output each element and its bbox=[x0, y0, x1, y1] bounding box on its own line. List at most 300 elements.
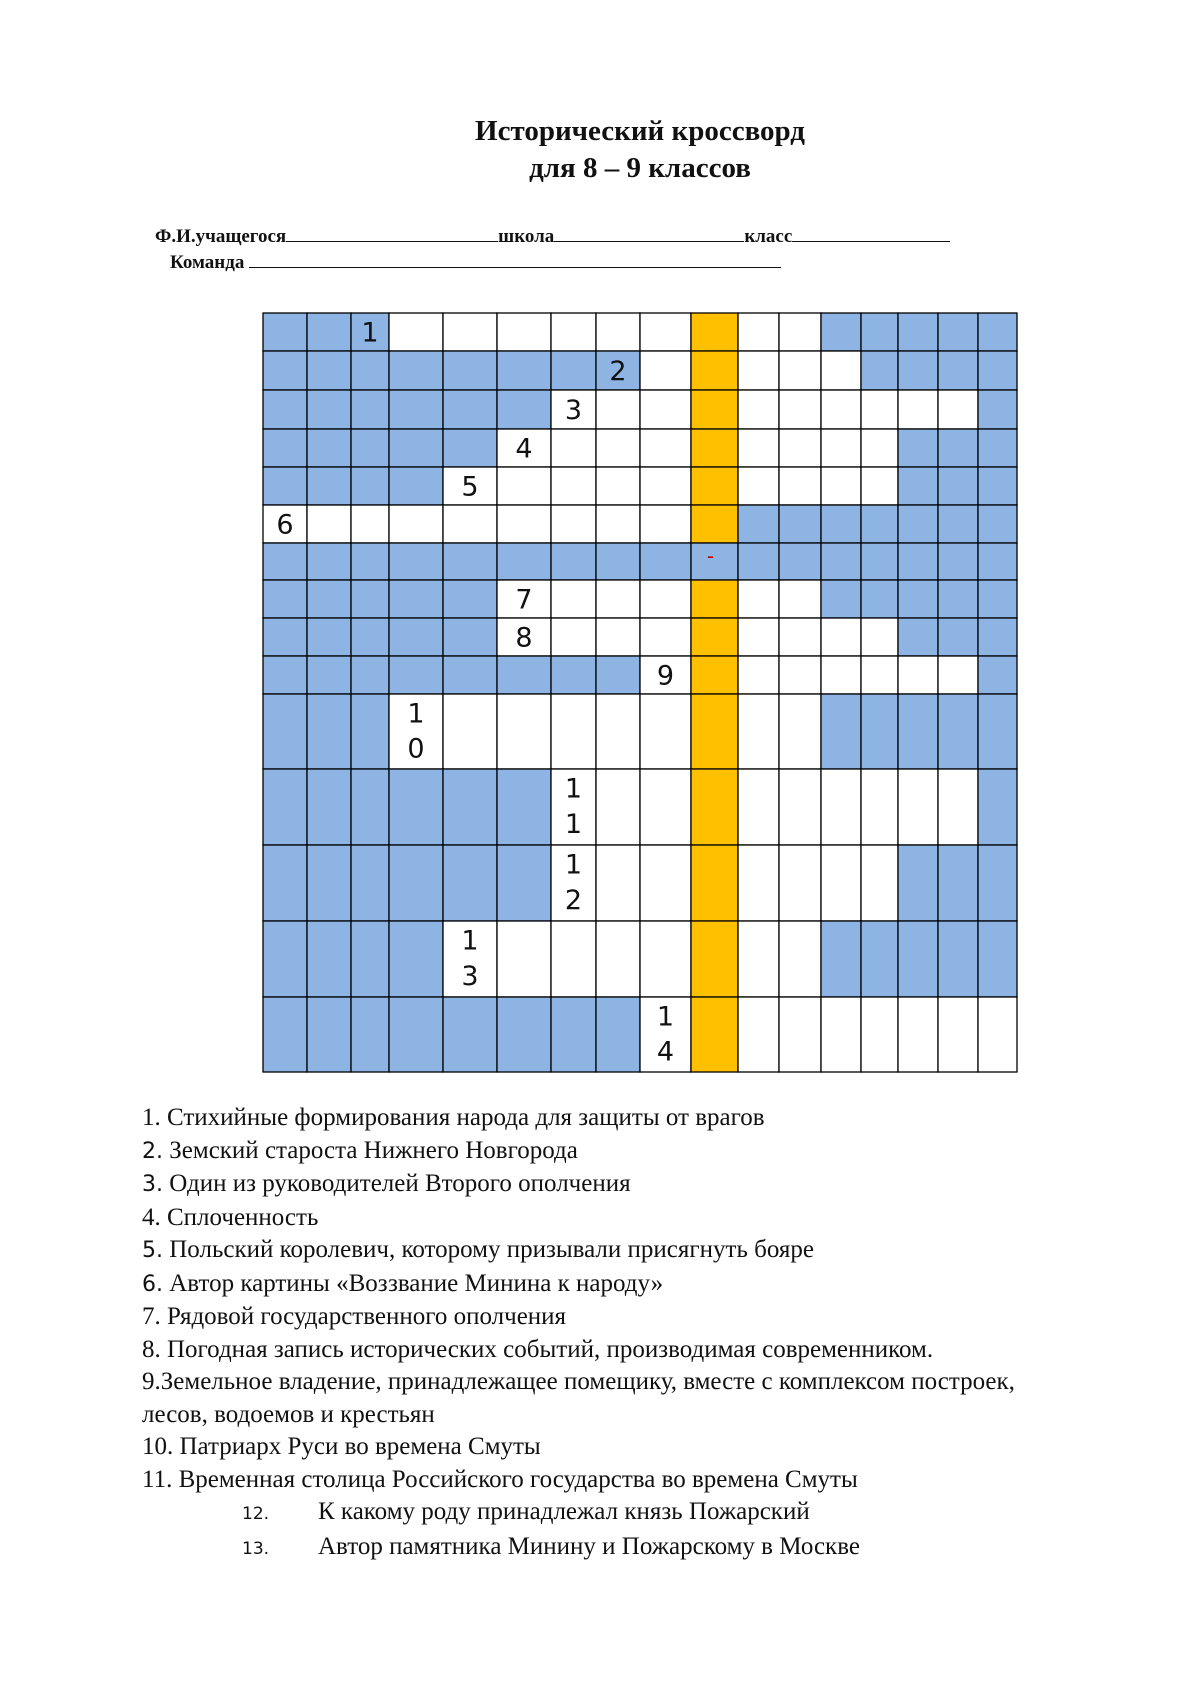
clue-number-label: 6 bbox=[276, 509, 294, 541]
blocked-cell bbox=[263, 390, 307, 429]
answer-cell[interactable] bbox=[738, 580, 779, 618]
clue-text: Автор картины «Воззвание Минина к народу» bbox=[169, 1269, 664, 1297]
blocked-cell bbox=[978, 921, 1017, 997]
blocked-cell bbox=[351, 618, 389, 656]
clue-item bbox=[142, 1202, 1072, 1235]
school-label: школа bbox=[498, 226, 555, 247]
clue-text: Стихийные формирования народа для защиты от врагов bbox=[167, 1104, 765, 1131]
clue-item bbox=[142, 1496, 1072, 1531]
blocked-cell bbox=[389, 351, 443, 390]
blocked-cell bbox=[307, 921, 351, 997]
blocked-cell bbox=[307, 997, 351, 1072]
answer-cell[interactable] bbox=[861, 769, 898, 845]
answer-cell[interactable] bbox=[978, 997, 1017, 1072]
blocked-cell bbox=[351, 429, 389, 467]
answer-cell[interactable] bbox=[898, 390, 938, 429]
clue-item bbox=[142, 1431, 1072, 1464]
blocked-cell bbox=[351, 467, 389, 505]
blocked-cell bbox=[821, 505, 861, 543]
clue-number: 11. bbox=[142, 1465, 173, 1493]
answer-cell[interactable] bbox=[861, 618, 898, 656]
answer-cell[interactable] bbox=[551, 313, 596, 351]
clue-text: Польский королевич, которому призывали присягнуть бояре bbox=[169, 1236, 814, 1263]
blocked-cell bbox=[443, 845, 497, 921]
blocked-cell bbox=[351, 921, 389, 997]
answer-cell[interactable] bbox=[640, 921, 691, 997]
answer-cell[interactable] bbox=[779, 769, 821, 845]
blocked-cell bbox=[497, 390, 551, 429]
blocked-cell bbox=[861, 580, 898, 618]
answer-cell[interactable] bbox=[640, 694, 691, 769]
blocked-cell bbox=[938, 694, 978, 769]
blocked-cell bbox=[497, 351, 551, 390]
blocked-cell bbox=[497, 543, 551, 580]
blocked-cell bbox=[497, 997, 551, 1072]
blocked-cell bbox=[551, 543, 596, 580]
answer-cell[interactable] bbox=[596, 390, 640, 429]
answer-cell[interactable] bbox=[821, 845, 861, 921]
blocked-cell bbox=[263, 543, 307, 580]
answer-cell[interactable] bbox=[738, 997, 779, 1072]
class-label: класс bbox=[744, 226, 793, 247]
clue-number: 3. bbox=[142, 1172, 163, 1197]
clue-list bbox=[142, 1102, 1072, 1565]
blocked-cell bbox=[443, 429, 497, 467]
clue-text: Сплоченность bbox=[167, 1203, 319, 1231]
answer-cell[interactable] bbox=[861, 429, 898, 467]
blocked-cell bbox=[821, 921, 861, 997]
answer-cell[interactable] bbox=[779, 997, 821, 1072]
clue-number: 6. bbox=[142, 1271, 163, 1297]
clue-item bbox=[142, 1234, 1072, 1268]
answer-cell[interactable] bbox=[738, 769, 779, 845]
blocked-cell bbox=[596, 543, 640, 580]
clue-number-label: 9 bbox=[656, 660, 675, 692]
answer-cell[interactable] bbox=[596, 313, 640, 351]
blocked-cell bbox=[389, 845, 443, 921]
blocked-cell bbox=[898, 351, 938, 390]
blocked-cell bbox=[738, 505, 779, 543]
blocked-cell bbox=[551, 656, 596, 694]
answer-cell[interactable] bbox=[389, 505, 443, 543]
answer-cell[interactable] bbox=[497, 313, 551, 351]
answer-cell[interactable] bbox=[861, 656, 898, 694]
clue-text: Рядовой государственного ополчения bbox=[167, 1303, 567, 1330]
blocked-cell bbox=[307, 543, 351, 580]
blocked-cell bbox=[389, 997, 443, 1072]
clue-number-label: 1 1 bbox=[564, 773, 583, 840]
blocked-cell bbox=[307, 467, 351, 505]
blocked-cell bbox=[738, 543, 779, 580]
blocked-cell bbox=[497, 769, 551, 845]
blocked-cell bbox=[389, 390, 443, 429]
blocked-cell bbox=[898, 580, 938, 618]
key-column-cell[interactable] bbox=[691, 429, 738, 467]
blocked-cell bbox=[898, 467, 938, 505]
blocked-cell bbox=[351, 580, 389, 618]
answer-cell[interactable] bbox=[389, 313, 443, 351]
page-subtitle: для 8 – 9 классов bbox=[529, 152, 751, 184]
answer-cell[interactable] bbox=[779, 580, 821, 618]
answer-cell[interactable] bbox=[779, 429, 821, 467]
blocked-cell bbox=[351, 543, 389, 580]
blocked-cell bbox=[351, 390, 389, 429]
blocked-cell bbox=[443, 390, 497, 429]
blocked-cell bbox=[551, 351, 596, 390]
blocked-cell bbox=[263, 313, 307, 351]
clue-item bbox=[142, 1102, 1072, 1135]
answer-cell[interactable] bbox=[351, 505, 389, 543]
blocked-cell bbox=[307, 694, 351, 769]
blocked-cell bbox=[938, 467, 978, 505]
clue-text: Земельное владение, принадлежащее помещику, вместе с комплексом построек, лесов, водоемов и крестьян bbox=[142, 1368, 1015, 1428]
blocked-cell bbox=[307, 313, 351, 351]
blocked-cell bbox=[821, 543, 861, 580]
blocked-cell bbox=[351, 656, 389, 694]
clue-item bbox=[142, 1135, 1072, 1169]
answer-cell[interactable] bbox=[738, 467, 779, 505]
clue-number: 13. bbox=[242, 1538, 270, 1559]
answer-cell[interactable] bbox=[738, 390, 779, 429]
blocked-cell bbox=[307, 580, 351, 618]
blocked-cell bbox=[263, 769, 307, 845]
blocked-cell bbox=[263, 580, 307, 618]
answer-cell[interactable] bbox=[551, 921, 596, 997]
blocked-cell bbox=[821, 580, 861, 618]
answer-cell[interactable] bbox=[596, 429, 640, 467]
blocked-cell bbox=[307, 390, 351, 429]
answer-cell[interactable] bbox=[861, 997, 898, 1072]
clue-item bbox=[142, 1366, 1072, 1431]
blocked-cell bbox=[596, 997, 640, 1072]
student-name-label: Ф.И.учащегося bbox=[155, 226, 287, 247]
blocked-cell bbox=[263, 845, 307, 921]
answer-cell[interactable] bbox=[640, 313, 691, 351]
blocked-cell bbox=[389, 429, 443, 467]
blocked-cell bbox=[978, 656, 1017, 694]
blocked-cell bbox=[938, 618, 978, 656]
blocked-cell bbox=[938, 580, 978, 618]
answer-cell[interactable] bbox=[938, 656, 978, 694]
blocked-cell bbox=[779, 543, 821, 580]
blocked-cell bbox=[978, 313, 1017, 351]
blocked-cell bbox=[497, 656, 551, 694]
clue-number-label: 5 bbox=[461, 471, 479, 503]
key-column-cell[interactable] bbox=[691, 656, 738, 694]
clue-item bbox=[142, 1464, 1072, 1497]
blocked-cell bbox=[898, 694, 938, 769]
answer-cell[interactable] bbox=[640, 467, 691, 505]
clue-item bbox=[142, 1168, 1072, 1202]
blocked-cell bbox=[898, 505, 938, 543]
blocked-cell bbox=[978, 769, 1017, 845]
blocked-cell bbox=[389, 543, 443, 580]
blocked-cell bbox=[821, 313, 861, 351]
answer-cell[interactable] bbox=[738, 656, 779, 694]
answer-cell[interactable] bbox=[443, 313, 497, 351]
clue-number: 4. bbox=[142, 1203, 161, 1231]
answer-cell[interactable] bbox=[443, 505, 497, 543]
key-column-cell[interactable] bbox=[691, 351, 738, 390]
blocked-cell bbox=[443, 580, 497, 618]
blocked-cell bbox=[978, 694, 1017, 769]
blocked-cell bbox=[978, 429, 1017, 467]
clue-number: 5. bbox=[142, 1238, 163, 1263]
blocked-cell bbox=[443, 997, 497, 1072]
clue-text: Погодная запись исторических событий, производимая современником. bbox=[167, 1335, 934, 1363]
blocked-cell bbox=[351, 769, 389, 845]
answer-cell[interactable] bbox=[596, 845, 640, 921]
clue-number: 10. bbox=[142, 1433, 174, 1460]
answer-cell[interactable] bbox=[640, 618, 691, 656]
answer-cell[interactable] bbox=[596, 580, 640, 618]
answer-cell[interactable] bbox=[861, 390, 898, 429]
answer-cell[interactable] bbox=[779, 845, 821, 921]
blocked-cell bbox=[861, 921, 898, 997]
key-column-cell[interactable] bbox=[691, 505, 738, 543]
blocked-cell bbox=[389, 618, 443, 656]
blocked-cell bbox=[443, 656, 497, 694]
answer-cell[interactable] bbox=[640, 429, 691, 467]
blocked-cell bbox=[307, 845, 351, 921]
answer-cell[interactable] bbox=[821, 618, 861, 656]
clue-number-label: 7 bbox=[515, 584, 533, 616]
key-column-cell[interactable] bbox=[691, 580, 738, 618]
blocked-cell bbox=[551, 997, 596, 1072]
answer-cell[interactable] bbox=[938, 390, 978, 429]
clue-number-label: 1 2 bbox=[564, 849, 583, 916]
blocked-cell bbox=[263, 429, 307, 467]
team-label: Команда bbox=[170, 252, 245, 273]
clue-number: 7. bbox=[142, 1303, 161, 1330]
blocked-cell bbox=[821, 694, 861, 769]
clue-text: Автор памятника Минину и Пожарскому в Москве bbox=[318, 1532, 860, 1560]
key-column-cell[interactable] bbox=[691, 313, 738, 351]
answer-cell[interactable] bbox=[551, 429, 596, 467]
answer-cell[interactable] bbox=[779, 390, 821, 429]
answer-cell[interactable] bbox=[551, 467, 596, 505]
answer-cell[interactable] bbox=[738, 429, 779, 467]
clue-number: 1. bbox=[142, 1104, 161, 1131]
answer-cell[interactable] bbox=[821, 351, 861, 390]
clue-item bbox=[142, 1334, 1072, 1367]
answer-cell[interactable] bbox=[779, 467, 821, 505]
answer-cell[interactable] bbox=[551, 505, 596, 543]
answer-cell[interactable] bbox=[738, 845, 779, 921]
blocked-cell bbox=[898, 429, 938, 467]
clue-number-label: 1 3 bbox=[461, 925, 479, 992]
clue-number-label: 1 0 bbox=[407, 697, 425, 764]
blocked-cell bbox=[351, 694, 389, 769]
blocked-cell bbox=[307, 351, 351, 390]
page-title: Исторический кроссворд bbox=[475, 115, 805, 147]
key-column-cell[interactable] bbox=[691, 845, 738, 921]
clue-number: 2. bbox=[142, 1138, 163, 1164]
answer-cell[interactable] bbox=[640, 580, 691, 618]
answer-cell[interactable] bbox=[898, 656, 938, 694]
blocked-cell bbox=[898, 845, 938, 921]
blocked-cell bbox=[263, 997, 307, 1072]
blocked-cell bbox=[898, 618, 938, 656]
blocked-cell bbox=[861, 543, 898, 580]
blocked-cell bbox=[351, 351, 389, 390]
blocked-cell bbox=[389, 467, 443, 505]
answer-cell[interactable] bbox=[779, 694, 821, 769]
blocked-cell bbox=[389, 580, 443, 618]
blocked-cell bbox=[691, 543, 738, 580]
blocked-cell bbox=[443, 543, 497, 580]
answer-cell[interactable] bbox=[596, 467, 640, 505]
hyphen-mark: - bbox=[706, 544, 715, 568]
clue-text: К какому роду принадлежал князь Пожарский bbox=[318, 1498, 810, 1525]
answer-cell[interactable] bbox=[497, 505, 551, 543]
blocked-cell bbox=[389, 656, 443, 694]
clue-number: 8. bbox=[142, 1335, 161, 1363]
answer-cell[interactable] bbox=[821, 656, 861, 694]
answer-cell[interactable] bbox=[596, 921, 640, 997]
blocked-cell bbox=[978, 467, 1017, 505]
answer-cell[interactable] bbox=[307, 505, 351, 543]
key-column-cell[interactable] bbox=[691, 997, 738, 1072]
answer-cell[interactable] bbox=[821, 997, 861, 1072]
answer-cell[interactable] bbox=[596, 505, 640, 543]
answer-cell[interactable] bbox=[640, 845, 691, 921]
answer-cell[interactable] bbox=[738, 618, 779, 656]
blocked-cell bbox=[596, 656, 640, 694]
clue-number-label: 1 bbox=[361, 317, 379, 349]
blocked-cell bbox=[307, 429, 351, 467]
answer-cell[interactable] bbox=[497, 694, 551, 769]
answer-cell[interactable] bbox=[497, 921, 551, 997]
blocked-cell bbox=[978, 390, 1017, 429]
blocked-cell bbox=[978, 618, 1017, 656]
answer-cell[interactable] bbox=[596, 618, 640, 656]
key-column-cell[interactable] bbox=[691, 618, 738, 656]
answer-cell[interactable] bbox=[861, 845, 898, 921]
blocked-cell bbox=[389, 921, 443, 997]
blocked-cell bbox=[443, 769, 497, 845]
blocked-cell bbox=[978, 543, 1017, 580]
blocked-cell bbox=[443, 618, 497, 656]
clue-item bbox=[142, 1301, 1072, 1334]
clue-text: Земский староста Нижнего Новгорода bbox=[169, 1136, 578, 1164]
clue-number-label: 4 bbox=[515, 433, 533, 465]
blocked-cell bbox=[898, 921, 938, 997]
blocked-cell bbox=[898, 313, 938, 351]
clue-number-label: 3 bbox=[564, 395, 583, 426]
blocked-cell bbox=[861, 505, 898, 543]
key-column-cell[interactable] bbox=[691, 769, 738, 845]
blocked-cell bbox=[861, 313, 898, 351]
clue-text: Один из руководителей Второго ополчения bbox=[169, 1170, 631, 1197]
answer-cell[interactable] bbox=[551, 694, 596, 769]
clue-text: Временная столица Российского государства во времена Смуты bbox=[178, 1465, 858, 1493]
answer-cell[interactable] bbox=[640, 505, 691, 543]
blocked-cell bbox=[779, 505, 821, 543]
blocked-cell bbox=[263, 694, 307, 769]
answer-cell[interactable] bbox=[596, 694, 640, 769]
key-column-cell[interactable] bbox=[691, 694, 738, 769]
key-column-cell[interactable] bbox=[691, 921, 738, 997]
blocked-cell bbox=[861, 694, 898, 769]
answer-cell[interactable] bbox=[738, 351, 779, 390]
answer-cell[interactable] bbox=[738, 694, 779, 769]
answer-cell[interactable] bbox=[821, 429, 861, 467]
clue-number-label: 1 4 bbox=[656, 1000, 675, 1067]
blocked-cell bbox=[978, 351, 1017, 390]
blocked-cell bbox=[861, 351, 898, 390]
blocked-cell bbox=[640, 543, 691, 580]
answer-cell[interactable] bbox=[640, 351, 691, 390]
blocked-cell bbox=[389, 769, 443, 845]
answer-cell[interactable] bbox=[596, 769, 640, 845]
answer-cell[interactable] bbox=[497, 467, 551, 505]
blocked-cell bbox=[263, 351, 307, 390]
answer-cell[interactable] bbox=[551, 618, 596, 656]
clue-number-label: 2 bbox=[609, 356, 627, 387]
answer-cell[interactable] bbox=[898, 997, 938, 1072]
blocked-cell bbox=[978, 580, 1017, 618]
blocked-cell bbox=[978, 505, 1017, 543]
blocked-cell bbox=[898, 543, 938, 580]
answer-cell[interactable] bbox=[821, 467, 861, 505]
answer-cell[interactable] bbox=[821, 390, 861, 429]
answer-cell[interactable] bbox=[938, 997, 978, 1072]
answer-cell[interactable] bbox=[779, 656, 821, 694]
answer-cell[interactable] bbox=[898, 769, 938, 845]
answer-cell[interactable] bbox=[779, 313, 821, 351]
blocked-cell bbox=[443, 351, 497, 390]
clue-number: 12. bbox=[242, 1504, 270, 1524]
answer-cell[interactable] bbox=[640, 390, 691, 429]
answer-cell[interactable] bbox=[738, 921, 779, 997]
blocked-cell bbox=[938, 845, 978, 921]
answer-cell[interactable] bbox=[779, 618, 821, 656]
blocked-cell bbox=[938, 543, 978, 580]
answer-cell[interactable] bbox=[821, 769, 861, 845]
blocked-cell bbox=[351, 845, 389, 921]
clue-item bbox=[142, 1268, 1072, 1302]
blocked-cell bbox=[307, 656, 351, 694]
answer-cell[interactable] bbox=[779, 351, 821, 390]
answer-cell[interactable] bbox=[738, 313, 779, 351]
blocked-cell bbox=[351, 997, 389, 1072]
blocked-cell bbox=[938, 505, 978, 543]
clue-number: 9. bbox=[142, 1368, 161, 1395]
blocked-cell bbox=[497, 845, 551, 921]
blocked-cell bbox=[263, 618, 307, 656]
blocked-cell bbox=[263, 656, 307, 694]
blocked-cell bbox=[938, 351, 978, 390]
answer-cell[interactable] bbox=[551, 580, 596, 618]
answer-cell[interactable] bbox=[861, 467, 898, 505]
answer-cell[interactable] bbox=[779, 921, 821, 997]
clue-number-label: 8 bbox=[515, 622, 533, 654]
clue-item bbox=[142, 1531, 1072, 1566]
blocked-cell bbox=[307, 769, 351, 845]
key-column-cell[interactable] bbox=[691, 390, 738, 429]
blocked-cell bbox=[307, 618, 351, 656]
answer-cell[interactable] bbox=[938, 769, 978, 845]
answer-cell[interactable] bbox=[443, 694, 497, 769]
answer-cell[interactable] bbox=[640, 769, 691, 845]
key-column-cell[interactable] bbox=[691, 467, 738, 505]
clue-text: Патриарх Руси во времена Смуты bbox=[179, 1433, 541, 1460]
blocked-cell bbox=[263, 921, 307, 997]
blocked-cell bbox=[938, 921, 978, 997]
blocked-cell bbox=[938, 429, 978, 467]
blocked-cell bbox=[978, 845, 1017, 921]
